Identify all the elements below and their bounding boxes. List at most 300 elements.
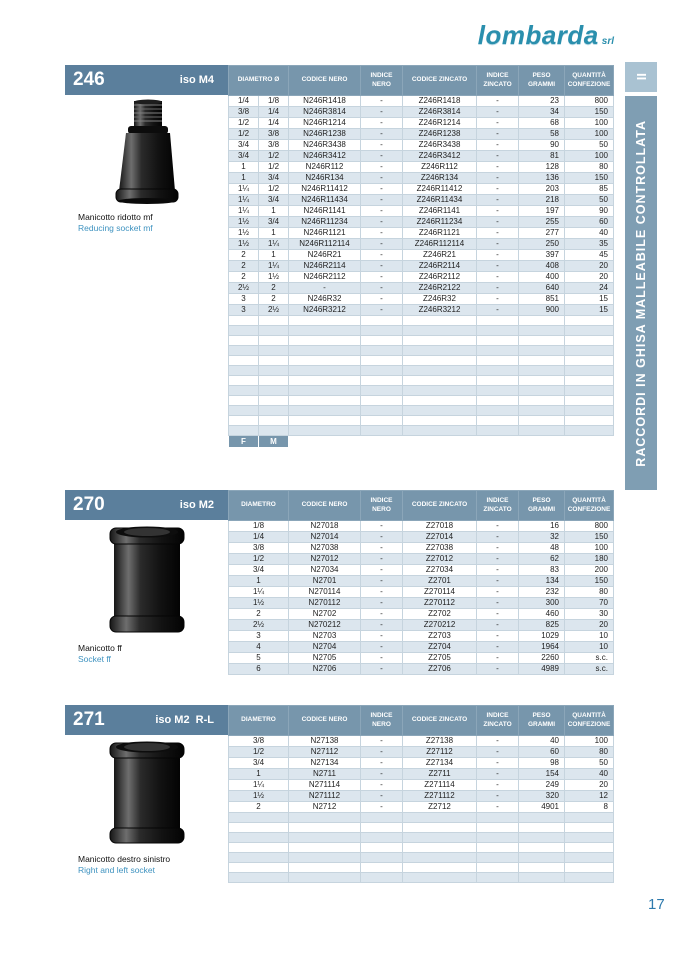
cell: 1¼ (229, 587, 289, 598)
cell: - (361, 780, 403, 791)
empty-cell (289, 316, 361, 326)
empty-cell (403, 396, 477, 406)
empty-cell (477, 356, 519, 366)
cell: 1/8 (229, 521, 289, 532)
cell: N270114 (289, 587, 361, 598)
cell: 2 (229, 609, 289, 620)
empty-cell (361, 416, 403, 426)
product-panel-246 (65, 65, 228, 233)
article-iso: iso M4 (179, 74, 214, 86)
cell: 2260 (519, 653, 565, 664)
cell: 90 (519, 140, 565, 151)
cell: 400 (519, 272, 565, 283)
cell: - (361, 653, 403, 664)
cell: 1 (259, 228, 289, 239)
empty-cell (289, 863, 361, 873)
empty-cell (361, 833, 403, 843)
cell: - (361, 129, 403, 140)
product-name-en: Socket ff (78, 653, 111, 664)
cell: N246R11412 (289, 184, 361, 195)
cell: N2711 (289, 769, 361, 780)
article-title-246 (65, 65, 228, 95)
cell: - (477, 96, 519, 107)
cell: - (361, 664, 403, 675)
cell: - (361, 261, 403, 272)
cell: 34 (519, 107, 565, 118)
cell: - (361, 565, 403, 576)
cell: Z246R21 (403, 250, 477, 261)
cell: N246R112 (289, 162, 361, 173)
cell: 35 (565, 239, 614, 250)
cell: 5 (229, 653, 289, 664)
cell: Z246R3814 (403, 107, 477, 118)
cell: 203 (519, 184, 565, 195)
empty-cell (519, 316, 565, 326)
cell: 3/4 (229, 151, 259, 162)
empty-cell (519, 336, 565, 346)
cell: - (477, 565, 519, 576)
column-header-indice-zincato: INDICE ZINCATO (477, 491, 519, 521)
cell: 3/4 (259, 173, 289, 184)
empty-cell (403, 406, 477, 416)
cell: Z270212 (403, 620, 477, 631)
cell: 60 (519, 747, 565, 758)
table-row (229, 173, 614, 184)
table-row (229, 747, 614, 758)
cell: - (477, 195, 519, 206)
cell: - (477, 642, 519, 653)
cell: 50 (565, 758, 614, 769)
cell: - (361, 642, 403, 653)
table-row (229, 162, 614, 173)
table-row (229, 565, 614, 576)
cell: 20 (565, 780, 614, 791)
cell: 154 (519, 769, 565, 780)
cell: - (477, 184, 519, 195)
cell: 300 (519, 598, 565, 609)
cell: - (477, 653, 519, 664)
empty-cell (565, 366, 614, 376)
cell: 10 (565, 631, 614, 642)
table-row (229, 250, 614, 261)
cell: - (361, 228, 403, 239)
column-header-codice-nero: CODICE NERO (289, 706, 361, 736)
empty-cell (519, 406, 565, 416)
cell: - (477, 118, 519, 129)
empty-cell (361, 823, 403, 833)
cell: Z2705 (403, 653, 477, 664)
cell: N2701 (289, 576, 361, 587)
empty-cell (289, 396, 361, 406)
cell: 100 (565, 736, 614, 747)
cell: - (477, 294, 519, 305)
table-row (229, 758, 614, 769)
empty-cell (519, 853, 565, 863)
cell: 180 (565, 554, 614, 565)
empty-cell (229, 376, 259, 386)
table-row (229, 184, 614, 195)
cell: 1/8 (259, 96, 289, 107)
cell: 3/4 (229, 565, 289, 576)
cell: N270112 (289, 598, 361, 609)
reducing-socket-illustration (104, 99, 190, 205)
empty-cell (477, 406, 519, 416)
empty-row (229, 376, 614, 386)
cell: - (477, 576, 519, 587)
cell: Z270112 (403, 598, 477, 609)
cell: - (477, 162, 519, 173)
empty-cell (259, 416, 289, 426)
article-number: 270 (73, 494, 105, 515)
cell: 45 (565, 250, 614, 261)
socket-illustration (108, 524, 186, 636)
table-row (229, 736, 614, 747)
cell: Z246R3412 (403, 151, 477, 162)
empty-row (229, 316, 614, 326)
product-name-it: Manicotto destro sinistro (78, 854, 171, 864)
cell: N246R2114 (289, 261, 361, 272)
table-row (229, 283, 614, 294)
cell: Z246R2122 (403, 283, 477, 294)
cell: 50 (565, 195, 614, 206)
cell: Z246R11234 (403, 217, 477, 228)
cell: 80 (565, 162, 614, 173)
empty-cell (229, 406, 259, 416)
cell: N270212 (289, 620, 361, 631)
column-header-peso: PESO GRAMMI (519, 66, 565, 96)
cell: 640 (519, 283, 565, 294)
cell: Z246R11434 (403, 195, 477, 206)
cell: N246R3814 (289, 107, 361, 118)
empty-row (229, 366, 614, 376)
cell: 2 (259, 294, 289, 305)
column-header-codice-zincato: CODICE ZINCATO (403, 491, 477, 521)
empty-cell (259, 326, 289, 336)
data-table-271 (228, 705, 614, 883)
empty-cell (519, 873, 565, 883)
footer-f-cell: F (229, 436, 259, 448)
cell: N246R1214 (289, 118, 361, 129)
column-header-codice-nero: CODICE NERO (289, 66, 361, 96)
cell: - (361, 184, 403, 195)
empty-cell (403, 336, 477, 346)
empty-cell (229, 813, 289, 823)
article-iso: iso M2 (179, 499, 214, 511)
cell: 85 (565, 184, 614, 195)
empty-cell (361, 813, 403, 823)
table-row (229, 151, 614, 162)
cell: - (477, 305, 519, 316)
empty-cell (289, 843, 361, 853)
empty-cell (403, 416, 477, 426)
cell: N246R21 (289, 250, 361, 261)
empty-cell (289, 326, 361, 336)
empty-cell (403, 356, 477, 366)
cell: 4 (229, 642, 289, 653)
empty-cell (477, 416, 519, 426)
cell: - (361, 802, 403, 813)
cell: 460 (519, 609, 565, 620)
empty-cell (519, 426, 565, 436)
empty-cell (289, 813, 361, 823)
cell: 16 (519, 521, 565, 532)
empty-cell (403, 366, 477, 376)
column-header-quantita: QUANTITÀ CONFEZIONE (565, 66, 614, 96)
empty-cell (477, 843, 519, 853)
cell: N27018 (289, 521, 361, 532)
empty-cell (289, 853, 361, 863)
cell: 62 (519, 554, 565, 565)
empty-cell (403, 386, 477, 396)
table-row (229, 664, 614, 675)
empty-cell (519, 416, 565, 426)
cell: 150 (565, 532, 614, 543)
cell: 15 (565, 305, 614, 316)
table-row (229, 653, 614, 664)
empty-row (229, 813, 614, 823)
cell: - (477, 239, 519, 250)
table-row (229, 272, 614, 283)
empty-cell (403, 316, 477, 326)
cell: 3 (229, 631, 289, 642)
cell: N2705 (289, 653, 361, 664)
cell: 12 (565, 791, 614, 802)
table-row (229, 791, 614, 802)
empty-cell (519, 823, 565, 833)
table-row (229, 780, 614, 791)
article-iso: iso M2 R-L (155, 714, 214, 726)
empty-row (229, 426, 614, 436)
cell: Z246R11412 (403, 184, 477, 195)
cell: - (361, 747, 403, 758)
column-header-peso: PESO GRAMMI (519, 491, 565, 521)
cell: 20 (565, 261, 614, 272)
fm-footer-row (229, 436, 614, 448)
cell: 68 (519, 118, 565, 129)
cell: 4989 (519, 664, 565, 675)
empty-cell (519, 843, 565, 853)
cell: 48 (519, 543, 565, 554)
cell: 1¼ (229, 780, 289, 791)
empty-cell (361, 356, 403, 366)
cell: 408 (519, 261, 565, 272)
cell: Z2703 (403, 631, 477, 642)
empty-cell (229, 356, 259, 366)
cell: 1029 (519, 631, 565, 642)
empty-row (229, 346, 614, 356)
section-sidebar (625, 96, 657, 490)
cell: Z27138 (403, 736, 477, 747)
empty-cell (565, 416, 614, 426)
empty-cell (361, 396, 403, 406)
table-row (229, 305, 614, 316)
cell: - (477, 554, 519, 565)
cell: - (477, 587, 519, 598)
cell: - (477, 173, 519, 184)
cell: Z2711 (403, 769, 477, 780)
cell: 4901 (519, 802, 565, 813)
cell: Z246R2114 (403, 261, 477, 272)
empty-cell (519, 833, 565, 843)
cell: 23 (519, 96, 565, 107)
empty-row (229, 823, 614, 833)
cell: - (477, 250, 519, 261)
empty-cell (229, 426, 259, 436)
header-row (229, 66, 614, 96)
cell: 80 (565, 587, 614, 598)
empty-cell (259, 376, 289, 386)
empty-cell (361, 366, 403, 376)
empty-cell (289, 366, 361, 376)
column-header-codice-nero: CODICE NERO (289, 491, 361, 521)
cell: Z246R3212 (403, 305, 477, 316)
cell: Z271114 (403, 780, 477, 791)
table-row (229, 129, 614, 140)
table-row (229, 532, 614, 543)
rl-socket-illustration (108, 739, 186, 847)
cell: - (361, 305, 403, 316)
empty-row (229, 406, 614, 416)
empty-cell (477, 346, 519, 356)
empty-cell (477, 853, 519, 863)
table-row (229, 118, 614, 129)
cell: 200 (565, 565, 614, 576)
cell: 3/4 (229, 140, 259, 151)
cell: 50 (565, 140, 614, 151)
cell: - (477, 664, 519, 675)
empty-row (229, 396, 614, 406)
empty-cell (259, 336, 289, 346)
empty-cell (259, 346, 289, 356)
cell: 800 (565, 521, 614, 532)
cell: 1964 (519, 642, 565, 653)
product-names (65, 854, 228, 875)
cell: N27134 (289, 758, 361, 769)
cell: 3/4 (229, 758, 289, 769)
cell: 249 (519, 780, 565, 791)
cell: 825 (519, 620, 565, 631)
cell: - (361, 587, 403, 598)
cell: 255 (519, 217, 565, 228)
empty-cell (403, 813, 477, 823)
empty-cell (565, 316, 614, 326)
cell: 10 (565, 642, 614, 653)
cell: 1/2 (229, 554, 289, 565)
cell: N246R1121 (289, 228, 361, 239)
cell: 60 (565, 217, 614, 228)
cell: 3/4 (259, 217, 289, 228)
product-photo-reducing-socket (65, 99, 228, 205)
cell: 1 (259, 250, 289, 261)
empty-cell (565, 396, 614, 406)
cell: 1¼ (259, 261, 289, 272)
column-header-codice-zincato: CODICE ZINCATO (403, 706, 477, 736)
cell: - (477, 140, 519, 151)
cell: N2704 (289, 642, 361, 653)
cell: - (361, 576, 403, 587)
cell: 136 (519, 173, 565, 184)
table-row (229, 228, 614, 239)
cell: 150 (565, 576, 614, 587)
cell: 1/2 (259, 162, 289, 173)
cell: N27014 (289, 532, 361, 543)
empty-cell (519, 386, 565, 396)
cell: 1/2 (259, 184, 289, 195)
cell: N2706 (289, 664, 361, 675)
empty-cell (477, 813, 519, 823)
empty-cell (289, 386, 361, 396)
empty-cell (519, 366, 565, 376)
cell: 1/2 (229, 747, 289, 758)
product-names (65, 643, 228, 664)
empty-cell (403, 326, 477, 336)
table-row (229, 576, 614, 587)
empty-cell (361, 386, 403, 396)
cell: 3/8 (229, 107, 259, 118)
column-header-diametro: DIAMETRO (229, 706, 289, 736)
cell: s.c. (565, 664, 614, 675)
product-names (65, 212, 228, 233)
column-header-indice-nero: INDICE NERO (361, 491, 403, 521)
cell: 2 (229, 802, 289, 813)
cell: - (361, 118, 403, 129)
empty-row (229, 356, 614, 366)
cell: - (361, 758, 403, 769)
cell: - (477, 217, 519, 228)
cell: 3/8 (229, 543, 289, 554)
cell: 3/4 (259, 195, 289, 206)
cell: Z2704 (403, 642, 477, 653)
empty-row (229, 326, 614, 336)
empty-cell (361, 406, 403, 416)
section-sidebar-title: RACCORDI IN GHISA MALLEABILE CONTROLLATA (634, 119, 648, 467)
empty-cell (229, 873, 289, 883)
cell: - (477, 620, 519, 631)
cell: - (477, 228, 519, 239)
product-name-en: Right and left socket (78, 864, 156, 875)
cell: 3 (229, 305, 259, 316)
product-photo-socket (65, 524, 228, 636)
empty-cell (565, 873, 614, 883)
empty-cell (259, 366, 289, 376)
empty-cell (565, 843, 614, 853)
table-block-271 (65, 705, 614, 883)
table-row (229, 554, 614, 565)
article-title-270 (65, 490, 228, 520)
empty-cell (519, 863, 565, 873)
cell: - (361, 598, 403, 609)
cell: Z27018 (403, 521, 477, 532)
cell: 1½ (229, 228, 259, 239)
product-panel-271 (65, 705, 228, 875)
empty-row (229, 416, 614, 426)
cell: 1½ (229, 598, 289, 609)
cell: 1/2 (229, 129, 259, 140)
cell: - (477, 272, 519, 283)
cell: Z27012 (403, 554, 477, 565)
cell: 100 (565, 543, 614, 554)
cell: - (477, 206, 519, 217)
cell: Z271112 (403, 791, 477, 802)
empty-cell (361, 346, 403, 356)
cell: 150 (565, 173, 614, 184)
empty-cell (565, 833, 614, 843)
cell: 2 (229, 250, 259, 261)
empty-cell (403, 426, 477, 436)
cell: - (477, 769, 519, 780)
cell: N2703 (289, 631, 361, 642)
cell: - (361, 206, 403, 217)
